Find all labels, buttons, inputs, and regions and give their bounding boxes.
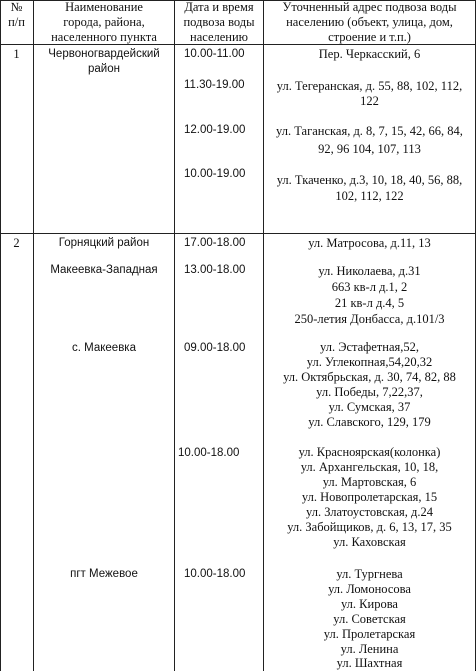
address-line: ул. Мартовская, 6 [322,475,417,489]
address-line: ул. Советская [333,612,406,626]
address-line: ул. Красноярская(колонка) [298,445,441,459]
address-line: ул. Забойщиков, д. 6, 13, 17, 35 [287,520,452,534]
delivery-time: 10.00-19.00 [184,168,246,180]
address-line: ул. Шахтная [336,656,403,670]
delivery-time: 10.00-18.00 [184,568,246,580]
delivery-time: 10.00-11.00 [184,48,245,60]
header-time-line: населению [190,30,248,44]
address-line: ул. Октябрьская, д. 30, 74, 82, 88 [283,370,456,384]
address-line: ул. Славского, 129, 179 [308,415,431,429]
header-time-line: подвоза воды [183,15,255,29]
address-line: ул. Каховская [333,535,406,549]
address-line: 21 кв-л д.4, 5 [334,296,405,310]
column-divider [0,0,1,671]
delivery-time: 09.00-18.00 [184,342,246,354]
address-line: ул. Пролетарская [323,627,416,641]
header-address-line: строение и т.п.) [328,30,411,44]
address-line: ул. Кирова [340,597,398,611]
address-line: ул. Ткаченко, д.3, 10, 18, 40, 56, 88, [276,173,463,187]
delivery-time: 11.30-19.00 [184,79,245,91]
address-line: 122 [360,94,379,108]
address-line: ул. Тургнева [336,567,403,581]
header-address-line: Уточненный адрес подвоза воды [282,0,457,14]
address-line: 102, 112, 122 [335,189,404,203]
delivery-time: 13.00-18.00 [184,264,246,276]
row-number: 2 [13,236,20,250]
header-name-line: населенного пункта [51,30,157,44]
address-line: ул. Архангельская, 10, 18, [300,460,439,474]
address-line: 663 кв-л д.1, 2 [331,280,408,294]
header-num-line: п/п [8,15,25,29]
section-divider [0,233,476,234]
district-name: район [88,63,120,75]
header-num-line: № [10,0,23,14]
locality-name: Макеевка-Западная [50,264,158,276]
address-line: ул. Тегеранская, д. 55, 88, 102, 112, [276,79,463,93]
row-number: 1 [13,47,20,61]
locality-name: пгт Межевое [70,568,138,580]
address-line: ул. Углекопная,54,20,32 [306,355,433,369]
address-line: ул. Эстафетная,52, [320,340,419,354]
address-line: ул. Новопролетарская, 15 [301,490,438,504]
header-address-line: населению (объект, улица, дом, [286,15,453,29]
header-name-line: Наименование [65,0,143,14]
column-divider [174,0,175,671]
address-line: ул. Таганская, д. 8, 7, 15, 42, 66, 84, [276,124,463,138]
address-line: 250-летия Донбасса, д.101/3 [294,312,445,326]
address-line: ул. Ленина [340,642,399,656]
address-line: Пер. Черкасский, 6 [318,47,421,61]
locality-name: Горняцкий район [58,237,150,249]
header-name-line: города, района, [63,15,145,29]
delivery-time: 10.00-18.00 [178,447,240,459]
address-line: ул. Николаева, д.31 [318,264,421,278]
address-line: ул. Сумская, 37 [328,400,411,414]
delivery-time: 12.00-19.00 [184,124,246,136]
delivery-time: 17.00-18.00 [184,237,246,249]
address-line: ул. Победы, 7,22,37, [316,385,423,399]
address-line: 92, 96 104, 107, 113 [318,142,421,156]
locality-name: с. Макеевка [72,342,136,354]
address-line: ул. Матросова, д.11, 13 [308,236,431,250]
address-line: ул. Златоустовская, д.24 [306,505,433,519]
address-line: ул. Ломоносова [328,582,411,596]
header-time-line: Дата и время [184,0,254,14]
district-name: Червоногвардейский [48,48,160,60]
